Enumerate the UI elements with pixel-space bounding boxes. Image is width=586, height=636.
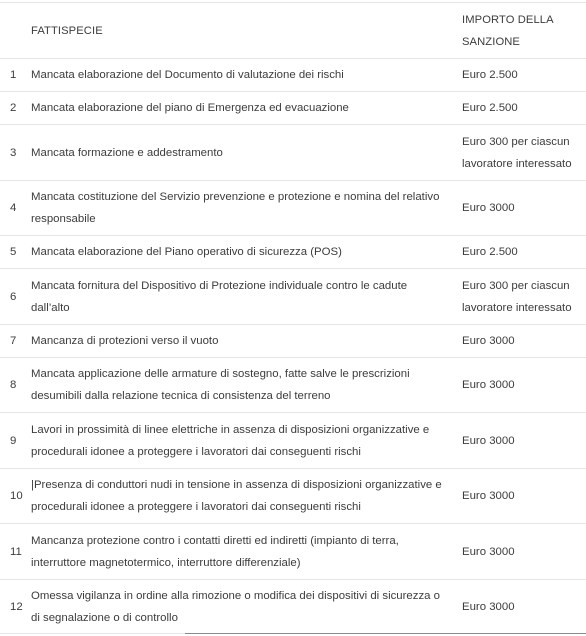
row-number: 5 xyxy=(10,246,17,258)
row-number: 3 xyxy=(10,146,17,159)
row-number: 2 xyxy=(10,102,17,114)
table-bottom-scroll-edge xyxy=(185,633,586,634)
row-number: 8 xyxy=(10,379,17,391)
table-row xyxy=(0,125,586,181)
table-row xyxy=(0,59,586,92)
row-number: 12 xyxy=(10,600,23,613)
row-description: Lavori in prossimità di linee elettriche in assenza di disposizioni organizzative e procedurali idonee a proteggere i lavoratori dai conseguenti rischi xyxy=(31,423,430,458)
row-description: Mancata elaborazione del Documento di valutazione dei rischi xyxy=(31,69,344,81)
row-number: 11 xyxy=(10,545,22,558)
table-row xyxy=(0,524,586,580)
table-row xyxy=(0,469,586,524)
table-row xyxy=(0,181,586,236)
row-amount: Euro 3000 xyxy=(462,490,515,502)
row-description: Mancata elaborazione del Piano operativo di sicurezza (POS) xyxy=(31,246,342,258)
table-row xyxy=(0,358,586,413)
row-amount: Euro 2.500 xyxy=(462,69,518,81)
row-amount: Euro 3000 xyxy=(462,434,515,447)
table-row xyxy=(0,269,586,325)
row-amount: Euro 2.500 xyxy=(462,246,518,258)
row-description: Mancanza di protezioni verso il vuoto xyxy=(31,335,219,347)
row-amount: Euro 300 per ciascun lavoratore interessato xyxy=(462,135,572,170)
row-description: Mancanza protezione contro i contatti diretti ed indiretti (impianto di terra, interruttore magnetotermico, interruttore differenziale) xyxy=(31,534,399,569)
header-fattispecie: FATTISPECIE xyxy=(31,24,103,37)
row-description: Mancata costituzione del Servizio prevenzione e protezione e nomina del relativo responsabile xyxy=(31,191,440,225)
row-description: Mancata fornitura del Dispositivo di Protezione individuale contro le cadute dall’alto xyxy=(31,279,408,314)
row-amount: Euro 3000 xyxy=(462,379,515,391)
row-amount: Euro 2.500 xyxy=(462,102,518,114)
row-amount: Euro 300 per ciascun lavoratore interessato xyxy=(462,279,572,314)
row-number: 7 xyxy=(10,335,17,347)
table-row xyxy=(0,92,586,125)
row-description: Mancata applicazione delle armature di sostegno, fatte salve le prescrizioni desumibili dalla relazione tecnica di consistenza del terreno xyxy=(31,368,410,402)
row-description: |Presenza di conduttori nudi in tensione in assenza di disposizioni organizzative e procedurali idonee a proteggere i lavoratori dai conseguenti rischi xyxy=(31,479,442,513)
row-amount: Euro 3000 xyxy=(462,545,515,558)
row-number: 6 xyxy=(10,290,17,303)
row-number: 1 xyxy=(10,69,17,81)
table-row xyxy=(0,325,586,358)
row-number: 4 xyxy=(10,202,17,214)
table-row xyxy=(0,413,586,469)
row-number: 9 xyxy=(10,434,17,447)
row-amount: Euro 3000 xyxy=(462,335,515,347)
row-description: Mancata formazione e addestramento xyxy=(31,146,223,159)
row-description: Omessa vigilanza in ordine alla rimozione o modifica dei dispositivi di sicurezza o di segnalazione o di controllo xyxy=(31,589,440,624)
row-amount: Euro 3000 xyxy=(462,600,515,613)
header-importo: IMPORTO DELLA SANZIONE xyxy=(462,13,554,48)
row-number: 10 xyxy=(10,490,23,502)
table-row xyxy=(0,236,586,269)
table-row xyxy=(0,580,586,633)
table-header-row xyxy=(0,3,586,59)
row-amount: Euro 3000 xyxy=(462,202,515,214)
row-description: Mancata elaborazione del piano di Emergenza ed evacuazione xyxy=(31,102,349,114)
